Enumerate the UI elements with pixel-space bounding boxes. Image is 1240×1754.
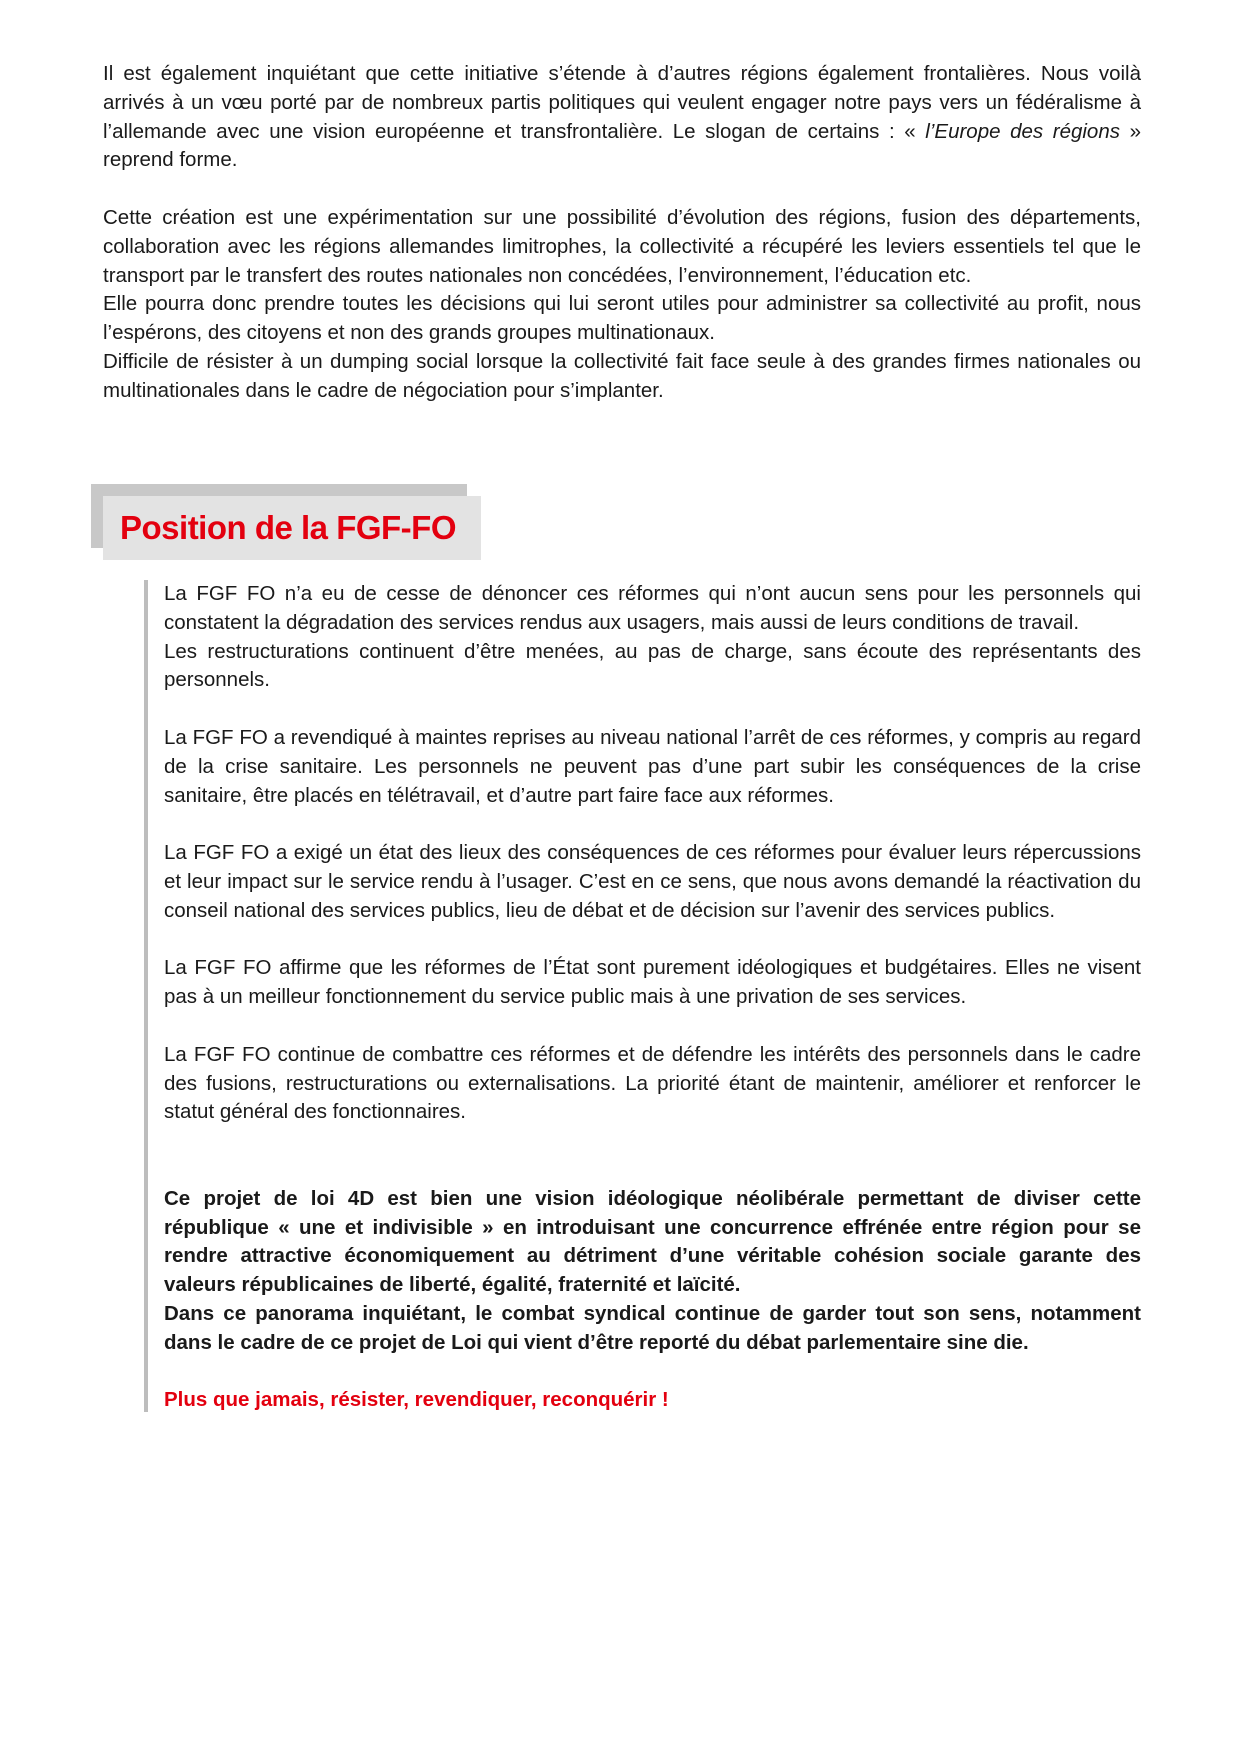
body-paragraph-2: Les restructurations continuent d’être menées, au pas de charge, sans écoute des représentants des personnels. <box>164 639 1141 692</box>
bold-paragraph-1: Ce projet de loi 4D est bien une vision idéologique néolibérale permettant de diviser cette république « une et indivisible » en introduisant une concurrence effrénée entre région pour se rendre attractive économiquement au détriment d’une véritable cohésion sociale garante des valeurs républicaines de liberté, égalité, fraternité et laïcité. <box>164 1186 1141 1297</box>
intro-paragraph-3: Elle pourra donc prendre toutes les décisions qui lui seront utiles pour administrer sa collectivité au profit, nous l’espérons, des citoyens et non des grands groupes multinationaux. <box>103 292 1141 345</box>
section-heading-box <box>103 496 481 560</box>
intro-slogan-italic: l’Europe des régions <box>925 119 1120 143</box>
body-paragraph-1: La FGF FO n’a eu de cesse de dénoncer ces réformes qui n’ont aucun sens pour les personnels qui constatent la dégradation des services rendus aux usagers, mais aussi de leurs conditions de travail. <box>164 582 1141 634</box>
bold-paragraph-2: Dans ce panorama inquiétant, le combat syndical continue de garder tout son sens, notamment dans le cadre de ce projet de Loi qui vient d’être reporté du débat parlementaire sine die. <box>164 1301 1141 1354</box>
intro-text <box>103 60 1141 406</box>
left-border-bar <box>144 580 148 1412</box>
intro-paragraph-1-start: Il est également inquiétant que cette initiative s’étende à d’autres régions également frontalières. Nous voilà arrivés à un vœu porté par de nombreux partis politiques qui veulent engager notre pays vers un fédéralisme à l’allemande avec une vision européenne et transfrontalière. Le slogan de certains : « <box>103 62 1141 143</box>
intro-paragraph-2: Cette création est une expérimentation sur une possibilité d’évolution des régions, fusion des départements, collaboration avec les régions allemandes limitrophes, la collectivité a récupéré les leviers essentiels tel que le transport par le transfert des routes nationales non concédées, l’environnement, l’éducation etc. <box>103 205 1141 287</box>
closing-slogan: Plus que jamais, résister, revendiquer, reconquérir ! <box>164 1388 669 1412</box>
section-title: Position de la FGF-FO <box>120 509 456 546</box>
section-body-text <box>164 580 1141 1415</box>
section-heading <box>91 484 481 560</box>
intro-paragraph-1 <box>103 60 1141 175</box>
body-paragraph-3: La FGF FO a revendiqué à maintes reprises au niveau national l’arrêt de ces réformes, y compris au regard de la crise sanitaire. Les personnels ne peuvent pas d’une part subir les conséquences de la crise sanitaire, être placés en télétravail, et d’autre part faire face aux réformes. <box>164 725 1141 807</box>
intro-paragraph-1-end: » reprend forme. <box>103 119 1141 172</box>
body-paragraph-5: La FGF FO affirme que les réformes de l’État sont purement idéologiques et budgétaires. Elles ne visent pas à un meilleur fonctionnement du service public mais à une privation de ses services. <box>164 956 1141 1009</box>
intro-paragraph-4: Difficile de résister à un dumping social lorsque la collectivité fait face seule à des grandes firmes nationales ou multinationales dans le cadre de négociation pour s’implanter. <box>103 349 1141 402</box>
section-body <box>144 580 1140 1412</box>
body-paragraph-4: La FGF FO a exigé un état des lieux des conséquences de ces réformes pour évaluer leurs répercussions et leur impact sur le service rendu à l’usager. C’est en ce sens, que nous avons demandé la réactivation du conseil national des services publics, lieu de débat et de décision sur l’avenir des services publics. <box>164 841 1141 922</box>
body-paragraph-6: La FGF FO continue de combattre ces réformes et de défendre les intérêts des personnels dans le cadre des fusions, restructurations ou externalisations. La priorité étant de maintenir, améliorer et renforcer le statut général des fonctionnaires. <box>164 1042 1141 1124</box>
